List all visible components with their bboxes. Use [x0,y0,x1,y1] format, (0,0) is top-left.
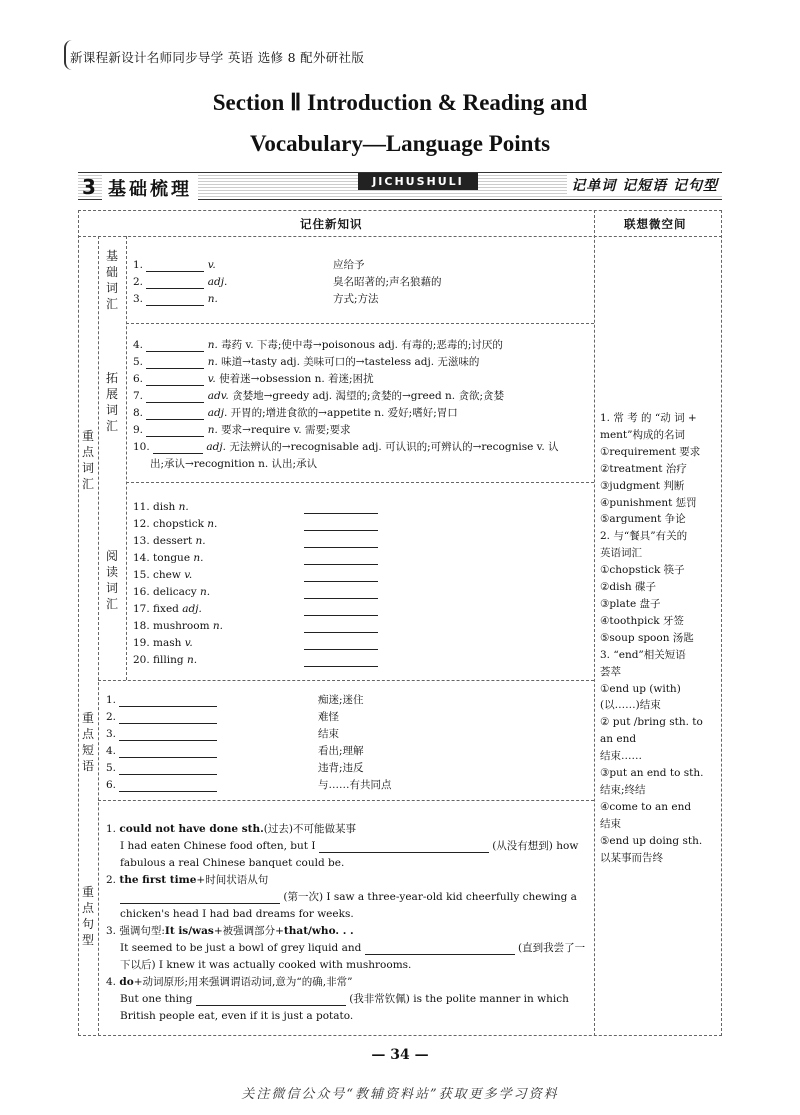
answer-blank[interactable] [304,564,378,565]
label-basic-vocab: 基 础 词 汇 [105,249,118,311]
phrase-meaning: 痴迷;迷住 [318,694,364,706]
running-header: 新课程新设计名师同步导学 英语 选修 8 配外研社版 [70,50,365,65]
ext-item: 5. n. 味道→tasty adj. 美味可口的→tasteless adj. 无滋味的 [133,356,480,368]
label-key-vocab: 重 点 词 汇 [81,429,94,491]
phrase-item: 2. [106,710,217,724]
phrase-item: 3. [106,727,217,741]
phrase-item: 1. [106,693,217,707]
basic-meaning: 臭名昭著的;声名狼藉的 [333,276,442,288]
sentence-pattern-4: 4. do+动词原形;用来强调谓语动词,意为“的确,非常” [106,976,353,988]
read-item: 11. dish n. [133,501,189,513]
sentence-example: British people eat, even if it is just a potato. [120,1010,354,1022]
basic-meaning: 方式;方法 [333,293,379,305]
label-key-phrases: 重 点 短 语 [81,711,94,773]
column-divider [594,210,595,1036]
read-item: 19. mash v. [133,637,193,649]
row-divider-2 [126,482,594,483]
phrase-item: 4. [106,744,217,758]
row-divider-4 [98,800,594,801]
phrase-meaning: 与……有共同点 [318,779,392,791]
sentence-example: (第一次) I saw a three-year-old kid cheerfully chewing a [120,890,577,904]
col-header-right: 联想微空间 [624,217,687,231]
sublabel-divider [126,236,127,680]
answer-blank[interactable] [304,581,378,582]
sentence-example: fabulous a real Chinese banquet could be. [120,857,345,869]
label-ext-vocab: 拓 展 词 汇 [105,371,118,433]
read-item: 18. mushroom n. [133,620,223,632]
answer-blank[interactable] [304,547,378,548]
answer-blank[interactable] [304,615,378,616]
phrase-meaning: 看出;理解 [318,745,364,757]
band-title: 基础梳理 [102,175,198,201]
phrase-item: 6. [106,778,217,792]
ext-item: 10. adj. 无法辨认的→recognisable adj. 可认识的;可辨认的→recognise v. 认 [133,441,559,453]
answer-blank[interactable] [304,666,378,667]
label-key-sentences: 重 点 句 型 [81,885,94,947]
read-item: 20. filling n. [133,654,198,666]
label-divider [98,236,99,1036]
row-divider-3 [98,680,594,681]
page-number: — 34 — [371,1047,429,1063]
answer-blank[interactable] [304,649,378,650]
band-subtitle: 记单词 记短语 记句型 [567,175,722,195]
read-item: 12. chopstick n. [133,518,218,530]
sentence-example: chicken's head I had bad dreams for weeks. [120,908,354,920]
answer-blank[interactable] [304,513,378,514]
sentence-pattern-2: 2. the first time+时间状语从句 [106,874,269,886]
ext-item-cont: 出;承认→recognition n. 认出;承认 [150,458,318,470]
label-reading-vocab: 阅 读 词 汇 [105,549,118,611]
basic-item: 3. n. [133,293,218,305]
row-divider-1 [126,323,594,324]
ext-item: 4. n. 毒药 v. 下毒;使中毒→poisonous adj. 有毒的;恶毒的;讨厌的 [133,339,503,351]
sentence-example: 下以后) I knew it was actually cooked with mushrooms. [120,959,412,971]
ext-item: 8. adj. 开胃的;增进食欲的→appetite n. 爱好;嗜好;胃口 [133,407,458,419]
basic-meaning: 应给予 [333,259,365,271]
read-item: 14. tongue n. [133,552,204,564]
section-title-line2: Vocabulary—Language Points [249,131,551,156]
read-item: 16. delicacy n. [133,586,211,598]
ext-item: 7. adv. 贪婪地→greedy adj. 渴望的;贪婪的→greed n. 贪欲;贪婪 [133,390,504,402]
association-notes: 1. 常 考 的 “动 词 + ment”构成的名词 ①requirement 要求 ②treatment 治疗 ③judgment 判断 ④punishment 惩罚 ⑤argument 争论 2. 与“餐具”有关的 英语词汇 ①chopstick 筷子 ②dish 碟子 ③plate 盘子 ④toothpick 牙签 ⑤soup spoon 汤匙 3. “end”相关短语 荟萃 ①end up (with) (以……)结束 ② put /bring sth. to an end 结束…… ③put an end to sth. 结束;终结 ④come to an end 结束 ⑤end up doing sth. 以某事而告终 [600,412,704,864]
sentence-example: I had eaten Chinese food often, but I (从没有想到) how [120,840,579,852]
answer-blank[interactable] [304,598,378,599]
section-band [78,172,722,200]
footer-note: 关注微信公众号“教辅资料站”获取更多学习资料 [241,1087,559,1102]
basic-item: 1. v. [133,259,216,271]
sentence-example: But one thing (我非常钦佩) is the polite manner in which [120,993,569,1005]
ext-item: 9. n. 要求→require v. 需要;要求 [133,424,351,436]
sentence-pattern-1: 1. could not have done sth.(过去)不可能做某事 [106,823,356,835]
phrase-meaning: 违背;违反 [318,762,364,774]
band-pinyin: JICHUSHULI [358,173,478,190]
read-item: 17. fixed adj. [133,603,202,615]
basic-item: 2. adj. [133,276,228,288]
header-divider [78,236,722,237]
answer-blank[interactable] [304,530,378,531]
col-header-left: 记住新知识 [300,217,363,231]
ext-item: 6. v. 使着迷→obsession n. 着迷;困扰 [133,373,374,385]
answer-blank[interactable] [304,632,378,633]
phrase-meaning: 结束 [318,728,339,740]
phrase-meaning: 难怪 [318,711,339,723]
read-item: 13. dessert n. [133,535,206,547]
sentence-example: It seemed to be just a bowl of grey liquid and (直到我尝了一 [120,942,586,954]
band-number: 3 [82,175,96,199]
section-title-line1: Section Ⅱ Introduction & Reading and [212,90,588,115]
read-item: 15. chew v. [133,569,193,581]
phrase-item: 5. [106,761,217,775]
sentence-pattern-3: 3. 强调句型:It is/was+被强调部分+that/who. . . [106,925,354,937]
